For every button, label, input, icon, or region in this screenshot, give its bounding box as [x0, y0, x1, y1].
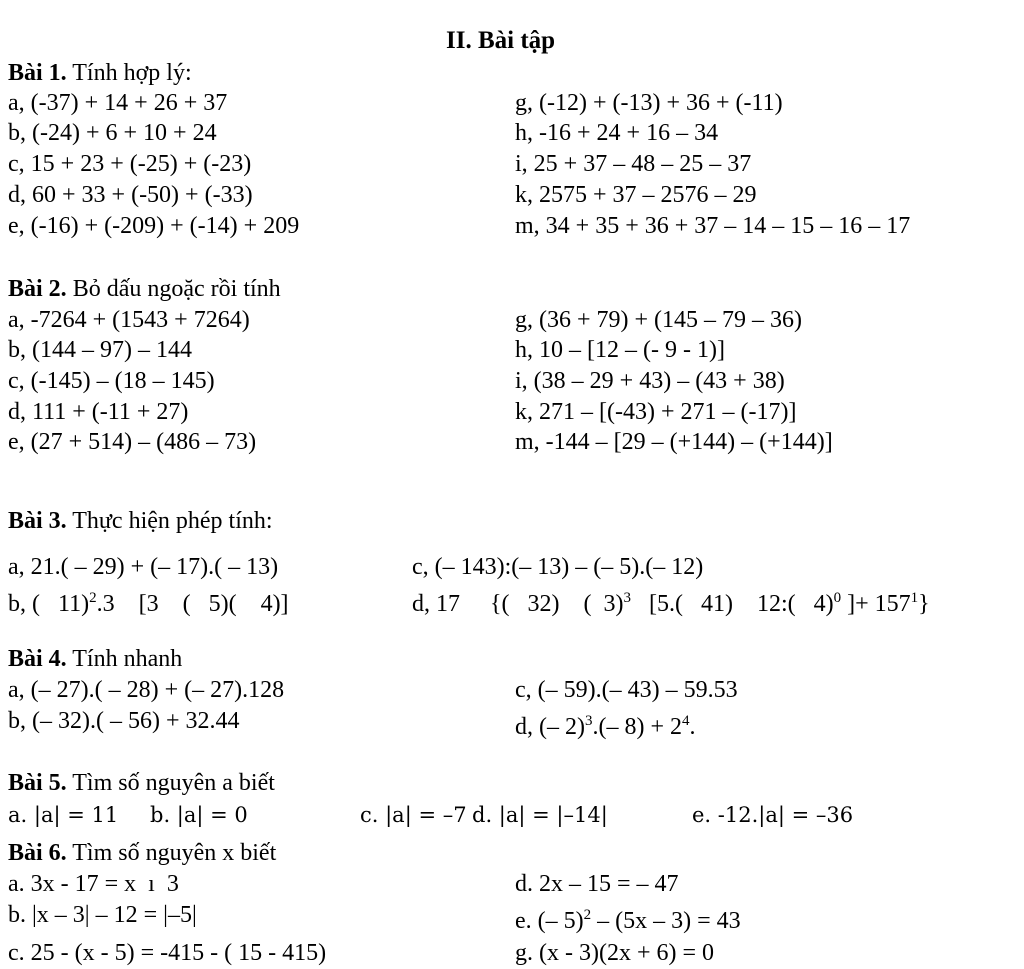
ex3-b-exponent: 2: [89, 590, 97, 606]
ex6-e-part2: – (5x – 3) = 43: [591, 908, 741, 934]
ex3-item-d: [412, 584, 930, 618]
ex2-item-h: h, 10 – [12 – (- 9 - 1)]: [515, 337, 725, 363]
page-title: II. Bài tập: [446, 27, 556, 54]
ex1-item-b: b, (-24) + 6 + 10 + 24: [8, 120, 217, 146]
ex2-item-c: c, (-145) – (18 – 145): [8, 368, 215, 394]
exercise-4-instruction: Tính nhanh: [66, 646, 183, 672]
exercise-1-heading: [8, 59, 192, 87]
ex3-d-part1: d, 17 {( 32) ( 3): [412, 591, 624, 617]
ex1-item-m: m, 34 + 35 + 36 + 37 – 14 – 15 – 16 – 17: [515, 213, 911, 239]
ex3-b-part2: .3 [3 ( 5)( 4)]: [96, 591, 289, 617]
ex1-item-k: k, 2575 + 37 – 2576 – 29: [515, 182, 757, 208]
ex4-d-part1: d, (– 2): [515, 714, 585, 740]
exercise-3-label: Bài 3.: [8, 508, 67, 534]
ex3-b-part1: b, ( 11): [8, 591, 90, 617]
ex6-item-b: b. |x – 3| – 12 = |–5|: [8, 902, 197, 928]
exercise-2-instruction: Bỏ dấu ngoặc rồi tính: [66, 276, 281, 302]
ex1-item-c: c, 15 + 23 + (-25) + (-23): [8, 151, 252, 177]
exercise-2-label: Bài 2.: [8, 276, 67, 302]
exercise-3-instruction: Thực hiện phép tính:: [66, 508, 273, 534]
ex3-d-part3: ]+ 157: [841, 591, 911, 617]
ex2-item-m: m, -144 – [29 – (+144) – (+144)]: [515, 429, 833, 455]
ex5-item-a: a. |a| = 11: [8, 803, 119, 827]
exercise-3-heading: [8, 507, 273, 535]
ex4-d-part3: .: [689, 714, 696, 740]
exercise-6-label: Bài 6.: [8, 840, 67, 866]
ex6-item-g: g. (x - 3)(2x + 6) = 0: [515, 940, 715, 966]
exercise-5-instruction: Tìm số nguyên a biết: [66, 770, 275, 796]
ex1-item-i: i, 25 + 37 – 48 – 25 – 37: [515, 151, 752, 177]
ex3-d-part2: [5.( 41) 12:( 4): [631, 591, 834, 617]
exercise-6-heading: [8, 839, 276, 867]
exercise-6-instruction: Tìm số nguyên x biết: [66, 840, 277, 866]
ex4-d-part2: .(– 8) + 2: [592, 714, 683, 740]
ex4-item-a: a, (– 27).( – 28) + (– 27).128: [8, 677, 285, 703]
ex4-item-c: c, (– 59).(– 43) – 59.53: [515, 677, 738, 703]
ex6-item-c: c. 25 - (x - 5) = -415 - ( 15 - 415): [8, 940, 327, 966]
ex2-item-i: i, (38 – 29 + 43) – (43 + 38): [515, 368, 785, 394]
ex3-item-b: [8, 584, 289, 618]
ex6-e-part1: e. (– 5): [515, 908, 584, 934]
ex4-d-exponent-1: 3: [584, 713, 593, 729]
ex2-item-d: d, 111 + (-11 + 27): [8, 399, 189, 425]
ex6-item-a: a. 3x - 17 = x ı 3: [8, 871, 179, 897]
exercise-5-heading: [8, 769, 275, 797]
exercise-5-label: Bài 5.: [8, 770, 67, 796]
exercise-1-instruction: Tính hợp lý:: [66, 60, 192, 86]
exercise-4-label: Bài 4.: [8, 646, 67, 672]
ex1-item-a: a, (-37) + 14 + 26 + 37: [8, 90, 228, 116]
exercise-2-heading: [8, 275, 281, 303]
ex3-item-a: a, 21.( – 29) + (– 17).( – 13): [8, 554, 279, 580]
exercise-4-heading: [8, 645, 182, 673]
ex5-item-d: d. |a| = |–14|: [472, 803, 608, 827]
ex6-e-exponent: 2: [583, 907, 592, 923]
ex1-item-d: d, 60 + 33 + (-50) + (-33): [8, 182, 253, 208]
ex5-item-c: c. |a| = –7: [360, 803, 467, 827]
ex5-item-e: e. -12.|a| = –36: [692, 803, 854, 827]
ex3-d-exponent-1: 3: [623, 590, 631, 606]
ex4-item-d: [515, 707, 696, 741]
ex4-d-exponent-2: 4: [682, 713, 690, 729]
ex6-item-d: d. 2x – 15 = – 47: [515, 871, 679, 897]
exercise-1-label: Bài 1.: [8, 60, 67, 86]
ex1-item-g: g, (-12) + (-13) + 36 + (-11): [515, 90, 783, 116]
ex3-d-exponent-2: 0: [833, 590, 842, 606]
ex2-item-a: a, -7264 + (1543 + 7264): [8, 307, 250, 333]
ex2-item-k: k, 271 – [(-43) + 271 – (-17)]: [515, 399, 797, 425]
ex5-item-b: b. |a| = 0: [150, 803, 248, 827]
ex1-item-h: h, -16 + 24 + 16 – 34: [515, 120, 719, 146]
ex6-item-e: [515, 901, 741, 935]
ex3-d-part4: }: [918, 591, 930, 617]
ex3-d-exponent-3: 1: [910, 590, 919, 606]
ex2-item-e: e, (27 + 514) – (486 – 73): [8, 429, 257, 455]
ex4-item-b: b, (– 32).( – 56) + 32.44: [8, 708, 240, 734]
ex3-item-c: c, (– 143):(– 13) – (– 5).(– 12): [412, 554, 704, 580]
ex1-item-e: e, (-16) + (-209) + (-14) + 209: [8, 213, 300, 239]
ex2-item-g: g, (36 + 79) + (145 – 79 – 36): [515, 307, 803, 333]
ex2-item-b: b, (144 – 97) – 144: [8, 337, 192, 363]
